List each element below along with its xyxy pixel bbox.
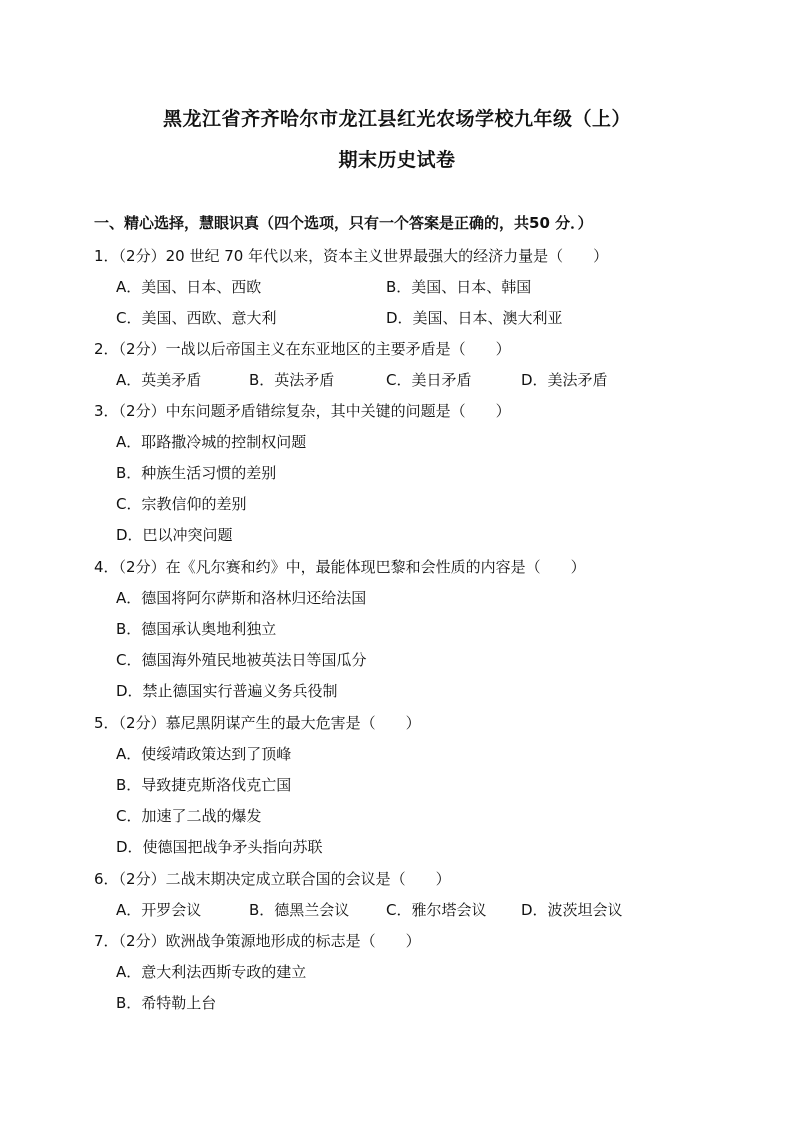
question-4-stem: 4．（2分）在《凡尔赛和约》中，最能体现巴黎和会性质的内容是（ ） bbox=[94, 558, 586, 576]
question-3-option-d: D．巴以冲突问题 bbox=[116, 526, 233, 544]
question-7-stem: 7．（2分）欧洲战争策源地形成的标志是（ ） bbox=[94, 932, 421, 950]
question-4-option-d: D．禁止德国实行普遍义务兵役制 bbox=[116, 682, 338, 700]
question-5-stem: 5．（2分）慕尼黑阴谋产生的最大危害是（ ） bbox=[94, 714, 421, 732]
question-3-option-a: A．耶路撒冷城的控制权问题 bbox=[116, 433, 307, 451]
question-6-option-b: B．德黑兰会议 bbox=[249, 901, 350, 919]
question-5-option-b: B．导致捷克斯洛伐克亡国 bbox=[116, 776, 292, 794]
question-5-option-d: D．使德国把战争矛头指向苏联 bbox=[116, 838, 323, 856]
question-6-stem: 6．（2分）二战末期决定成立联合国的会议是（ ） bbox=[94, 870, 451, 888]
question-5-option-c: C．加速了二战的爆发 bbox=[116, 807, 262, 825]
question-5-option-a: A．使绥靖政策达到了顶峰 bbox=[116, 745, 292, 763]
question-2-stem: 2．（2分）一战以后帝国主义在东亚地区的主要矛盾是（ ） bbox=[94, 340, 511, 358]
exam-title-line2: 期末历史试卷 bbox=[338, 149, 456, 171]
question-2-option-b: B．英法矛盾 bbox=[249, 371, 335, 389]
question-3-stem: 3．（2分）中东问题矛盾错综复杂，其中关键的问题是（ ） bbox=[94, 402, 511, 420]
question-4-option-a: A．德国将阿尔萨斯和洛林归还给法国 bbox=[116, 589, 367, 607]
question-4-option-b: B．德国承认奥地利独立 bbox=[116, 620, 277, 638]
question-6-option-a: A．开罗会议 bbox=[116, 901, 202, 919]
section1-heading: 一、精心选择，慧眼识真（四个选项，只有一个答案是正确的，共50 分．） bbox=[94, 214, 593, 232]
question-1-option-b: B．美国、日本、韩国 bbox=[386, 278, 532, 296]
question-1-option-d: D．美国、日本、澳大利亚 bbox=[386, 309, 563, 327]
question-6-option-c: C．雅尔塔会议 bbox=[386, 901, 487, 919]
question-7-option-b: B．希特勒上台 bbox=[116, 994, 217, 1012]
question-1-option-a: A．美国、日本、西欧 bbox=[116, 278, 262, 296]
question-6-option-d: D．波茨坦会议 bbox=[521, 901, 623, 919]
question-7-option-a: A．意大利法西斯专政的建立 bbox=[116, 963, 307, 981]
question-2-option-a: A．英美矛盾 bbox=[116, 371, 202, 389]
exam-title-line1: 黑龙江省齐齐哈尔市龙江县红光农场学校九年级（上） bbox=[162, 108, 631, 130]
question-1-stem: 1．（2分）20 世纪 70 年代以来，资本主义世界最强大的经济力量是（ ） bbox=[94, 247, 609, 265]
question-2-option-c: C．美日矛盾 bbox=[386, 371, 472, 389]
question-1-option-c: C．美国、西欧、意大利 bbox=[116, 309, 277, 327]
question-3-option-c: C．宗教信仰的差别 bbox=[116, 495, 247, 513]
question-3-option-b: B．种族生活习惯的差别 bbox=[116, 464, 277, 482]
question-2-option-d: D．美法矛盾 bbox=[521, 371, 608, 389]
question-4-option-c: C．德国海外殖民地被英法日等国瓜分 bbox=[116, 651, 367, 669]
